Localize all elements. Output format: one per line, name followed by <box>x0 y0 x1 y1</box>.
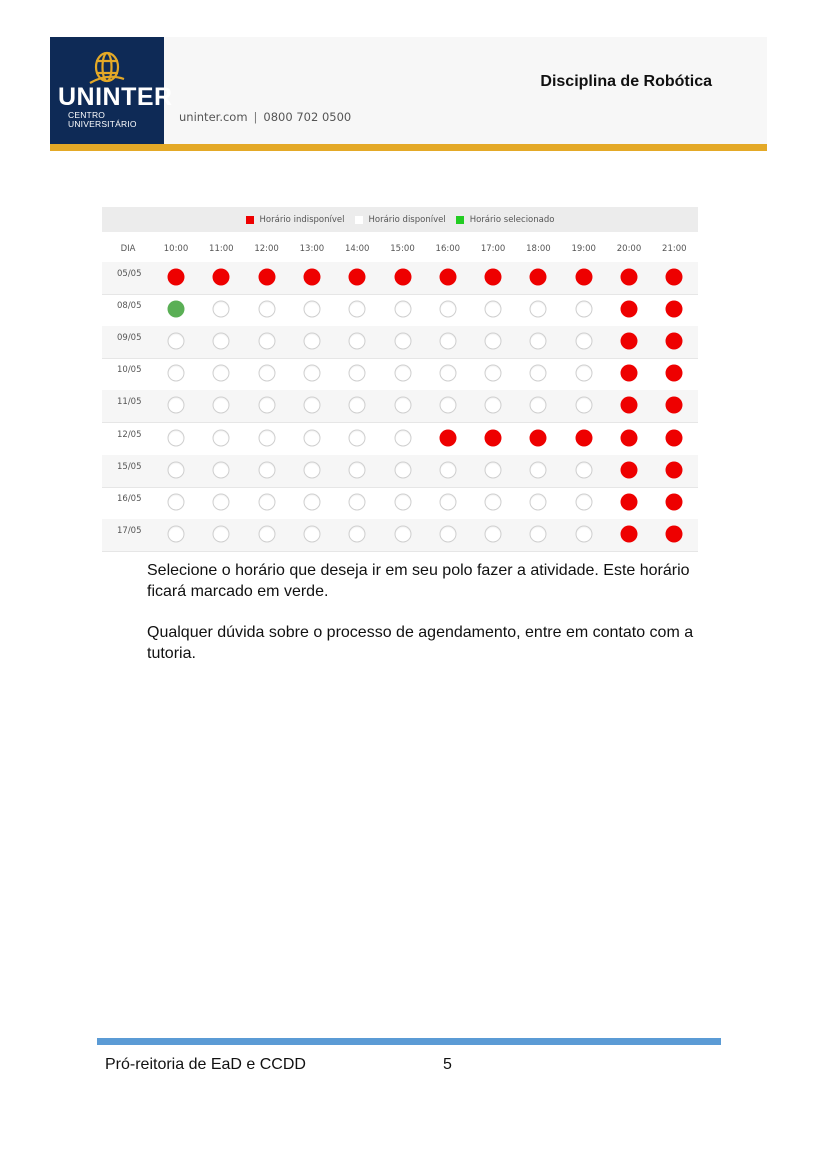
time-slot-available[interactable] <box>530 493 547 510</box>
time-slot-unavailable[interactable] <box>213 269 230 286</box>
time-slot-unavailable[interactable] <box>666 397 683 414</box>
legend-label: Horário disponível <box>368 214 446 225</box>
time-slot-available[interactable] <box>303 333 320 350</box>
time-slot-available[interactable] <box>575 493 592 510</box>
time-slot-available[interactable] <box>575 525 592 542</box>
logo-brand: UNINTER <box>58 83 173 111</box>
contact-separator: | <box>253 110 258 124</box>
time-slot-available[interactable] <box>349 301 366 318</box>
time-slot-available[interactable] <box>303 525 320 542</box>
time-slot-available[interactable] <box>394 365 411 382</box>
time-slot-unavailable[interactable] <box>666 301 683 318</box>
time-slot-unavailable[interactable] <box>439 429 456 446</box>
schedule-row <box>102 423 698 456</box>
time-column-header: 20:00 <box>616 244 642 254</box>
body-text <box>147 560 717 684</box>
time-column-header: 14:00 <box>344 244 370 254</box>
time-column-header: 10:00 <box>163 244 189 254</box>
time-slot-available[interactable] <box>213 461 230 478</box>
time-slot-available[interactable] <box>530 365 547 382</box>
time-slot-available[interactable] <box>213 365 230 382</box>
day-label: 08/05 <box>117 301 142 312</box>
time-slot-available[interactable] <box>439 365 456 382</box>
time-slot-unavailable[interactable] <box>621 269 638 286</box>
time-slot-available[interactable] <box>530 333 547 350</box>
time-slot-unavailable[interactable] <box>485 269 502 286</box>
time-slot-available[interactable] <box>575 461 592 478</box>
time-slot-available[interactable] <box>168 365 185 382</box>
time-slot-available[interactable] <box>258 397 275 414</box>
time-slot-available[interactable] <box>439 493 456 510</box>
time-slot-available[interactable] <box>168 493 185 510</box>
time-column-header: 16:00 <box>435 244 461 254</box>
time-slot-available[interactable] <box>439 397 456 414</box>
instruction-paragraph: Selecione o horário que deseja ir em seu polo fazer a atividade. Este horário ficará marcado em verde. <box>147 562 690 600</box>
time-slot-unavailable[interactable] <box>621 333 638 350</box>
day-label: 15/05 <box>117 461 142 472</box>
time-slot-selected[interactable] <box>168 301 185 318</box>
time-column-header: 19:00 <box>571 244 596 254</box>
time-slot-available[interactable] <box>168 461 185 478</box>
time-slot-available[interactable] <box>485 301 502 318</box>
time-slot-available[interactable] <box>349 397 366 414</box>
time-slot-unavailable[interactable] <box>349 269 366 286</box>
schedule-row <box>102 294 698 327</box>
time-slot-available[interactable] <box>439 525 456 542</box>
time-slot-available[interactable] <box>485 461 502 478</box>
time-slot-available[interactable] <box>303 397 320 414</box>
time-slot-unavailable[interactable] <box>666 365 683 382</box>
time-slot-available[interactable] <box>258 365 275 382</box>
time-slot-available[interactable] <box>303 365 320 382</box>
time-slot-unavailable[interactable] <box>666 429 683 446</box>
schedule-row <box>102 455 698 488</box>
schedule-row <box>102 358 698 391</box>
time-slot-unavailable[interactable] <box>168 269 185 286</box>
time-slot-available[interactable] <box>168 525 185 542</box>
time-slot-available[interactable] <box>485 365 502 382</box>
legend-bar <box>102 207 698 232</box>
time-column-header: 17:00 <box>480 244 506 254</box>
time-slot-available[interactable] <box>349 429 366 446</box>
time-slot-unavailable[interactable] <box>666 333 683 350</box>
day-column-header: DIA <box>120 244 136 254</box>
time-slot-unavailable[interactable] <box>666 525 683 542</box>
time-slot-available[interactable] <box>530 397 547 414</box>
time-slot-unavailable[interactable] <box>303 269 320 286</box>
time-header-row <box>102 240 698 263</box>
schedule-row <box>102 262 698 295</box>
time-slot-available[interactable] <box>213 333 230 350</box>
time-column-header: 13:00 <box>299 244 325 254</box>
time-slot-available[interactable] <box>258 461 275 478</box>
time-column-header: 21:00 <box>662 244 687 254</box>
time-slot-unavailable[interactable] <box>666 269 683 286</box>
time-slot-available[interactable] <box>575 397 592 414</box>
time-slot-available[interactable] <box>530 461 547 478</box>
schedule-grid <box>102 207 698 547</box>
time-slot-unavailable[interactable] <box>621 493 638 510</box>
time-slot-available[interactable] <box>349 461 366 478</box>
time-column-header: 12:00 <box>254 244 279 254</box>
day-label: 05/05 <box>117 269 142 279</box>
time-slot-unavailable[interactable] <box>530 269 547 286</box>
time-slot-unavailable[interactable] <box>621 301 638 318</box>
contact-info <box>179 110 351 124</box>
footer-rule <box>97 1038 721 1045</box>
legend-swatch-selected <box>456 216 464 224</box>
time-slot-available[interactable] <box>349 365 366 382</box>
time-slot-available[interactable] <box>394 333 411 350</box>
time-slot-available[interactable] <box>258 301 275 318</box>
time-slot-available[interactable] <box>394 397 411 414</box>
time-slot-unavailable[interactable] <box>530 429 547 446</box>
time-slot-unavailable[interactable] <box>439 269 456 286</box>
time-slot-available[interactable] <box>439 333 456 350</box>
time-slot-available[interactable] <box>439 461 456 478</box>
time-slot-available[interactable] <box>258 333 275 350</box>
time-column-header: 11:00 <box>209 244 234 254</box>
time-slot-available[interactable] <box>394 493 411 510</box>
time-slot-unavailable[interactable] <box>621 429 638 446</box>
time-column-header: 18:00 <box>526 244 551 254</box>
time-slot-available[interactable] <box>439 301 456 318</box>
logo-subtitle-line1: CENTRO <box>68 110 106 120</box>
legend-label: Horário indisponível <box>259 214 345 225</box>
time-slot-available[interactable] <box>213 301 230 318</box>
contact-paragraph: Qualquer dúvida sobre o processo de agendamento, entre em contato com a tutoria. <box>147 624 694 662</box>
time-slot-available[interactable] <box>303 461 320 478</box>
time-slot-unavailable[interactable] <box>575 429 592 446</box>
time-slot-available[interactable] <box>213 397 230 414</box>
time-slot-unavailable[interactable] <box>258 269 275 286</box>
time-slot-available[interactable] <box>530 301 547 318</box>
schedule-row <box>102 519 698 552</box>
legend-label: Horário selecionado <box>469 214 555 225</box>
time-slot-unavailable[interactable] <box>666 493 683 510</box>
time-column-header: 15:00 <box>390 244 415 254</box>
logo-subtitle-line2: UNIVERSITÁRIO <box>68 119 137 129</box>
time-slot-available[interactable] <box>394 461 411 478</box>
time-slot-available[interactable] <box>213 525 230 542</box>
day-label: 11/05 <box>117 397 142 408</box>
day-label: 17/05 <box>117 525 142 536</box>
time-slot-available[interactable] <box>394 301 411 318</box>
legend-item-selected <box>456 215 555 225</box>
legend-item-available <box>355 215 446 225</box>
time-slot-available[interactable] <box>485 525 502 542</box>
day-label: 09/05 <box>117 333 142 344</box>
footer-department: Pró-reitoria de EaD e CCDD <box>105 1056 306 1073</box>
legend-item-unavailable <box>246 215 345 225</box>
time-slot-unavailable[interactable] <box>485 429 502 446</box>
time-slot-available[interactable] <box>575 365 592 382</box>
time-slot-available[interactable] <box>349 525 366 542</box>
time-slot-available[interactable] <box>485 397 502 414</box>
phone-number: 0800 702 0500 <box>263 110 352 124</box>
time-slot-available[interactable] <box>258 525 275 542</box>
day-label: 10/05 <box>117 365 142 376</box>
time-slot-available[interactable] <box>168 397 185 414</box>
time-slot-unavailable[interactable] <box>575 269 592 286</box>
time-slot-available[interactable] <box>485 333 502 350</box>
document-title: Disciplina de Robótica <box>540 73 712 90</box>
time-slot-available[interactable] <box>575 333 592 350</box>
website-link[interactable]: uninter.com <box>179 110 248 124</box>
legend-swatch-unavailable <box>246 216 254 224</box>
time-slot-available[interactable] <box>485 493 502 510</box>
time-slot-available[interactable] <box>394 525 411 542</box>
time-slot-available[interactable] <box>213 493 230 510</box>
time-slot-unavailable[interactable] <box>621 525 638 542</box>
schedule-row <box>102 390 698 423</box>
time-slot-available[interactable] <box>258 493 275 510</box>
time-slot-available[interactable] <box>349 333 366 350</box>
page-number: 5 <box>443 1056 452 1073</box>
legend-swatch-available <box>355 216 363 224</box>
time-slot-available[interactable] <box>168 429 185 446</box>
logo-subtitle <box>68 111 164 129</box>
time-slot-unavailable[interactable] <box>394 269 411 286</box>
time-slot-available[interactable] <box>394 429 411 446</box>
time-slot-available[interactable] <box>303 429 320 446</box>
time-slot-available[interactable] <box>303 493 320 510</box>
day-label: 16/05 <box>117 493 142 504</box>
time-slot-unavailable[interactable] <box>621 365 638 382</box>
header-rule <box>50 144 767 151</box>
time-slot-available[interactable] <box>303 301 320 318</box>
day-label: 12/05 <box>117 429 142 440</box>
schedule-row <box>102 487 698 520</box>
schedule-row <box>102 326 698 359</box>
time-slot-available[interactable] <box>168 333 185 350</box>
time-slot-available[interactable] <box>349 493 366 510</box>
time-slot-available[interactable] <box>575 301 592 318</box>
time-slot-available[interactable] <box>530 525 547 542</box>
uninter-logo <box>50 37 173 144</box>
time-slot-unavailable[interactable] <box>666 461 683 478</box>
time-slot-unavailable[interactable] <box>621 397 638 414</box>
time-slot-available[interactable] <box>258 429 275 446</box>
time-slot-unavailable[interactable] <box>621 461 638 478</box>
time-slot-available[interactable] <box>213 429 230 446</box>
